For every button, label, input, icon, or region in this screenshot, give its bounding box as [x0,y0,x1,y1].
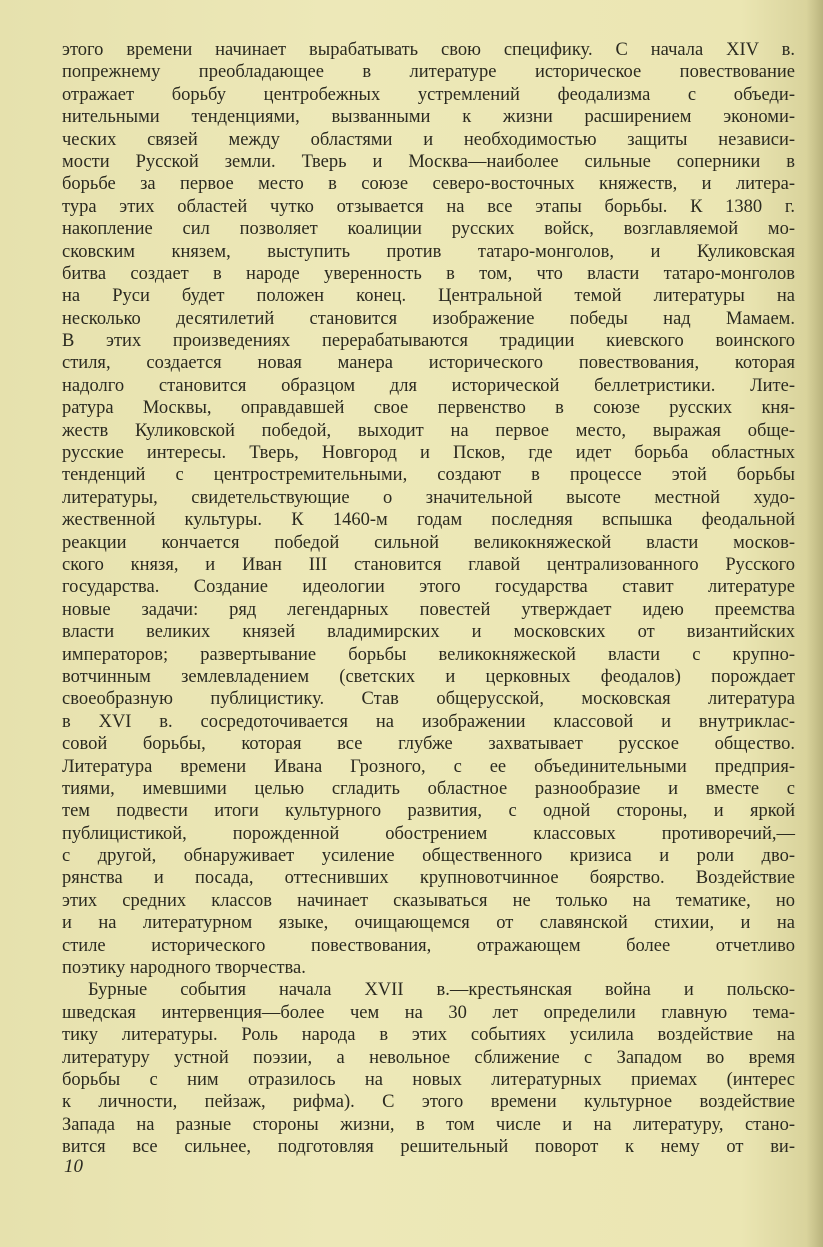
text-line: стиле исторического повествования, отражающем более отчетливо [62,935,795,956]
text-line: борьбе за первое место в союзе северо-восточных княжеств, и литера- [62,174,795,195]
text-line: тура этих областей чутко отзывается на все этапы борьбы. К 1380 г. [62,196,795,217]
text-line: публицистикой, порожденной обострением классовых противоречий,— [62,823,795,844]
text-line: битва создает в народе уверенность в том, что власти татаро-монголов [62,263,795,284]
text-line: литературу устной поэзии, а невольное сближение с Западом во время [62,1047,795,1068]
text-line: шведская интервенция—более чем на 30 лет определили главную тема- [62,1002,795,1023]
text-line: литературы, свидетельствующие о значительной высоте местной худо- [62,487,795,508]
text-line: ратура Москвы, оправдавшей свое первенство в союзе русских кня- [62,398,795,419]
text-line: к личности, пейзаж, рифма). С этого времени культурное воздействие [62,1092,795,1113]
text-line: императоров; развертывание борьбы великокняжеской власти с крупно- [62,644,795,665]
text-line: борьбы с ним отразилось на новых литературных приемах (интерес [62,1069,795,1090]
text-line: новые задачи: ряд легендарных повестей утверждает идею преемства [62,599,795,620]
text-line: отражает борьбу центробежных устремлений феодализма с объеди- [62,84,795,105]
text-line: вится все сильнее, подготовляя решительный поворот к нему от ви- [62,1137,795,1158]
text-line: ческих связей между областями и необходимостью защиты независи- [62,129,795,150]
text-line: этих средних классов начинает сказываться не только на тематике, но [62,890,795,911]
text-line: жеств Куликовской победой, выходит на первое место, выражая обще- [62,420,795,441]
text-line: своеобразную публицистику. Став общерусской, московская литература [62,689,795,710]
text-line: надолго становится образцом для исторической беллетристики. Лите- [62,375,795,396]
text-line: этого времени начинает вырабатывать свою специфику. С начала XIV в. [62,40,795,60]
text-line: поэтику народного творчества. [62,958,306,979]
text-line: накопление сил позволяет коалиции русских войск, возглавляемой мо- [62,219,795,240]
text-line: вотчинным землевладением (светских и церковных феодалов) порождает [62,666,795,687]
text-line: с другой, обнаруживает усиление общественного кризиса и роли дво- [62,846,795,867]
text-line: В этих произведениях перерабатываются традиции киевского воинского [62,331,795,352]
text-line: Бурные события начала XVII в.—крестьянская война и польско- [88,980,795,1001]
text-line: ского князя, и Иван III становится главой централизованного Русского [62,554,795,575]
page-number: 10 [64,1156,83,1177]
text-line: власти великих князей владимирских и московских от византийских [62,622,795,643]
text-line: тику литературы. Роль народа в этих событиях усилила воздействие на [62,1025,795,1046]
text-line: рянства и посада, оттеснивших крупновотчинное боярство. Воздействие [62,868,795,889]
text-line: тенденций с центростремительными, создают в процессе этой борьбы [62,465,795,486]
text-line: сковским князем, выступить против татаро-монголов, и Куликовская [62,241,795,262]
text-line: реакции кончается победой сильной великокняжеской власти москов- [62,532,795,553]
text-line: жественной культуры. К 1460-м годам последняя вспышка феодальной [62,510,795,531]
text-line: нительными тенденциями, вызванными к жизни расширением экономи- [62,107,795,128]
body-text [62,39,795,1159]
text-line: на Руси будет положен конец. Центральной темой литературы на [62,286,795,307]
text-line: стиля, создается новая манера исторического повествования, которая [62,353,795,374]
text-line: попрежнему преобладающее в литературе историческое повествование [62,62,795,83]
text-line: мости Русской земли. Тверь и Москва—наиболее сильные соперники в [62,151,795,172]
text-line: в XVI в. сосредоточивается на изображении классовой и внутриклас- [62,711,795,732]
text-line: несколько десятилетий становится изображение победы над Мамаем. [62,308,795,329]
text-line: и на литературном языке, очищающемся от славянской стихии, и на [62,913,795,934]
text-line: тем подвести итоги культурного развития, с одной стороны, и яркой [62,801,795,822]
text-line: тиями, имевшими целью сгладить областное разнообразие и вместе с [62,778,795,799]
text-line: государства. Создание идеологии этого государства ставит литературе [62,577,795,598]
text-line: Литература времени Ивана Грозного, с ее объединительными предприя- [62,756,795,777]
text-line: совой борьбы, которая все глубже захватывает русское общество. [62,734,795,755]
text-line: русские интересы. Тверь, Новгород и Псков, где идет борьба областных [62,443,795,464]
text-line: Запада на разные стороны жизни, в том числе и на литературу, стано- [62,1114,795,1135]
